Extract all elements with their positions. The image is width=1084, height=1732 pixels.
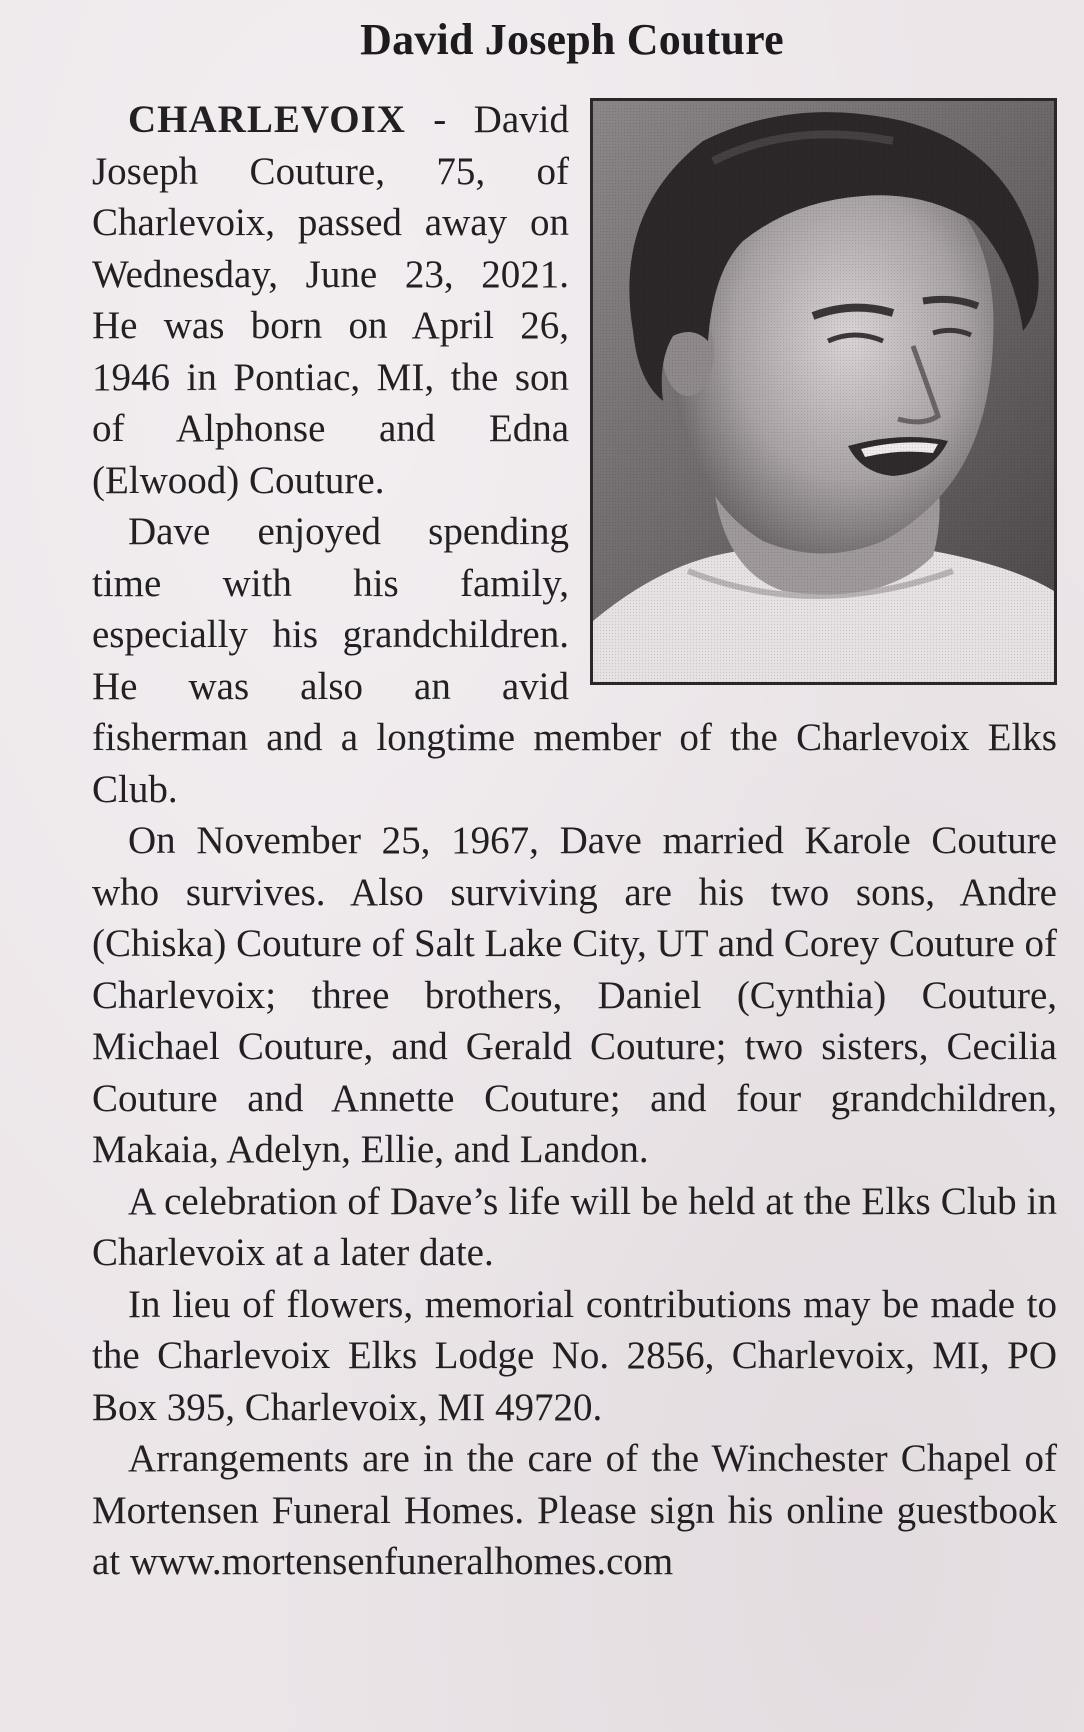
paragraph-arrangements: Arrangements are in the care of the Winchester Chapel of Mortensen Funeral Homes. Please sign his online guestbook at www.mortensenfuneralhomes.com bbox=[92, 1437, 1057, 1583]
paragraph-survivors: On November 25, 1967, Dave married Karole Couture who survives. Also surviving are his two sons, Andre (Chiska) Couture of Salt Lake City, UT and Corey Couture of Charlevoix; three brothers, Daniel (Cynthia) Couture, Michael Couture, and Gerald Couture; two sisters, Cecilia Couture and Annette Couture; and four grandchildren, Makaia, Adelyn, Ellie, and Landon. bbox=[92, 819, 1057, 1171]
photo-wrap-spacer bbox=[569, 94, 1057, 694]
obituary-body bbox=[92, 94, 1057, 1588]
paragraph-intro-text: - David Joseph Couture, 75, of Charlevoix, passed away on Wednesday, June 23, 2021. He was born on April 26, 1946 in Pontiac, MI, the son of Alphonse and Edna (Elwood) Couture. bbox=[92, 98, 569, 502]
dateline: CHARLEVOIX bbox=[128, 98, 406, 141]
paragraph-hobbies: Dave enjoyed spending time with his family, especially his grandchildren. He was also an avid fisherman and a longtime member of the Charlevoix Elks Club. bbox=[92, 510, 1057, 811]
obituary-headline: David Joseph Couture bbox=[360, 15, 784, 64]
paragraph-celebration: A celebration of Dave’s life will be held at the Elks Club in Charlevoix at a later date. bbox=[92, 1179, 1057, 1274]
paragraph-memorial: In lieu of flowers, memorial contributions may be made to the Charlevoix Elks Lodge No. 2856, Charlevoix, MI, PO Box 395, Charlevoix, MI 49720. bbox=[92, 1282, 1057, 1429]
